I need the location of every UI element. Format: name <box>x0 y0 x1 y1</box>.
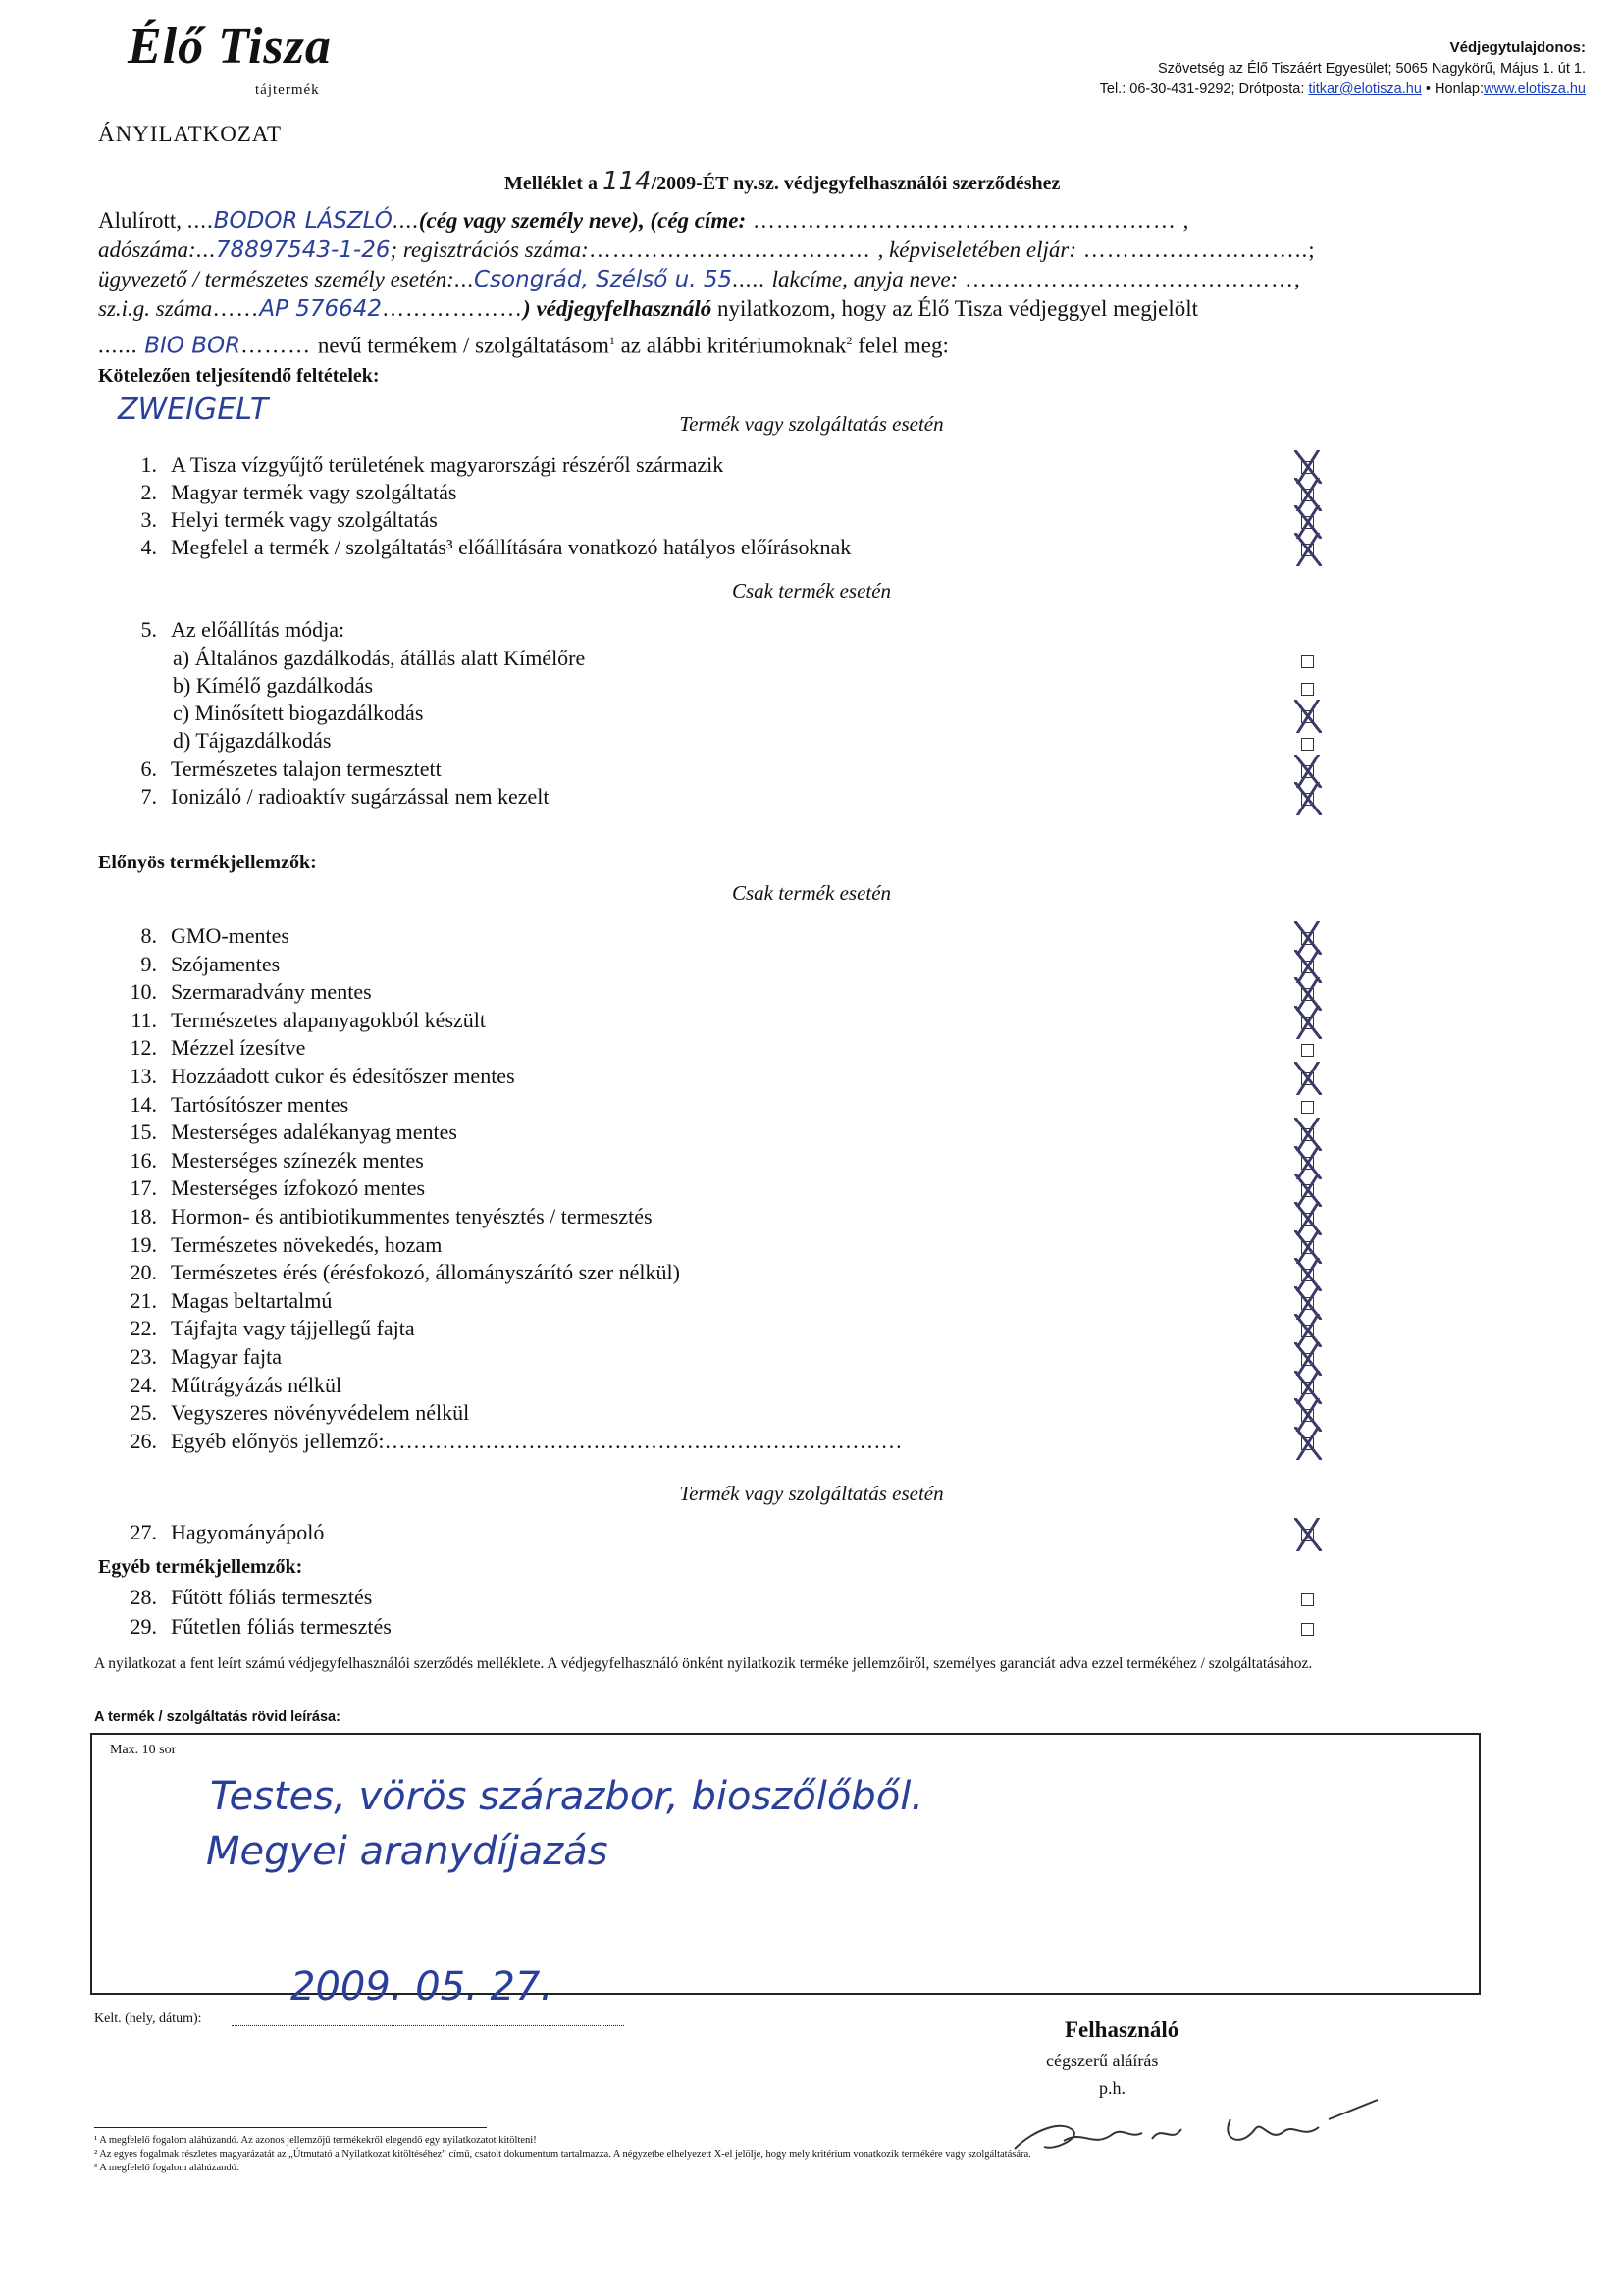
handwritten-signature <box>1005 2090 1387 2168</box>
checkbox-production-a[interactable] <box>1301 655 1314 668</box>
checkbox-criterion-24[interactable] <box>1301 1382 1314 1394</box>
criterion-row-15: 15. Mesterséges adalékanyag mentes <box>130 1120 457 1144</box>
document-title: ÁNYILATKOZAT <box>98 122 283 146</box>
production-option-c: c) Minősített biogazdálkodás <box>173 701 424 725</box>
criterion-row-6: 6. Természetes talajon termesztett <box>140 757 442 781</box>
checkbox-criterion-9[interactable] <box>1301 961 1314 973</box>
criterion-row-24: 24. Műtrágyázás nélkül <box>130 1373 342 1397</box>
criterion-row-9: 9. Szójamentes <box>140 952 281 976</box>
criterion-row-23: 23. Magyar fajta <box>130 1344 282 1369</box>
criterion-row-2: 2. Magyar termék vagy szolgáltatás <box>140 480 457 504</box>
intro-line-3: ügyvezető / természetes személy esetén:...Csongrád, Szélső u. 55..... lakcíme, anyja neve: ……………………………………, <box>98 267 1301 292</box>
checkbox-criterion-16[interactable] <box>1301 1157 1314 1170</box>
checkbox-criterion-22[interactable] <box>1301 1325 1314 1337</box>
checkbox-criterion-4[interactable] <box>1301 544 1314 556</box>
signature-subtitle: cégszerű aláírás <box>1046 2051 1159 2070</box>
footnote-3: ³ A megfelelő fogalom aláhúzandó. <box>94 2163 239 2173</box>
checkbox-criterion-3[interactable] <box>1301 516 1314 529</box>
criterion-row-27: 27. Hagyományápoló <box>130 1520 325 1544</box>
checkbox-criterion-17[interactable] <box>1301 1184 1314 1197</box>
checkbox-criterion-20[interactable] <box>1301 1269 1314 1281</box>
annex-line: Melléklet a 114/2009-ÉT ny.sz. védjegyfelhasználói szerződéshez <box>504 167 1061 196</box>
product-name-value: BIO BOR <box>144 333 241 359</box>
signature-title: Felhasználó <box>1065 2017 1179 2042</box>
criterion-row-21: 21. Magas beltartalmú <box>130 1288 333 1313</box>
checkbox-criterion-8[interactable] <box>1301 932 1314 945</box>
logo-sub-text: tájtermék <box>255 82 320 98</box>
elo-tisza-logo <box>128 18 402 106</box>
section-product-or-service: Termék vagy szolgáltatás esetén <box>679 412 944 436</box>
description-max-lines: Max. 10 sor <box>110 1743 177 1757</box>
description-line-1: Testes, vörös szárazbor, bioszőlőből. <box>210 1774 924 1819</box>
checkbox-criterion-13[interactable] <box>1301 1072 1314 1085</box>
owner-contact: Tel.: 06-30-431-9292; Drótposta: titkar@elotisza.hu • Honlap:www.elotisza.hu <box>1099 81 1586 97</box>
production-option-d: d) Tájgazdálkodás <box>173 728 332 753</box>
owner-website-link[interactable]: www.elotisza.hu <box>1484 81 1586 97</box>
criterion-row-26: 26. Egyéb előnyös jellemző:……………………………………………………………… <box>130 1429 903 1453</box>
checkbox-production-c[interactable] <box>1301 710 1314 723</box>
checkbox-criterion-29[interactable] <box>1301 1623 1314 1636</box>
trademark-owner-block <box>1100 37 1586 100</box>
criterion-row-17: 17. Mesterséges ízfokozó mentes <box>130 1175 426 1200</box>
production-option-b: b) Kímélő gazdálkodás <box>173 673 374 698</box>
criterion-row-19: 19. Természetes növekedés, hozam <box>130 1232 443 1257</box>
criterion-row-11: 11. Természetes alapanyagokból készült <box>131 1008 486 1032</box>
date-label: Kelt. (hely, dátum): <box>94 2011 202 2026</box>
checkbox-criterion-27[interactable] <box>1301 1529 1314 1541</box>
id-number: AP 576642 <box>259 296 383 322</box>
checkbox-criterion-25[interactable] <box>1301 1409 1314 1422</box>
criterion-row-12: 12. Mézzel ízesítve <box>130 1035 306 1060</box>
annex-number: 114 <box>602 167 652 196</box>
criterion-row-10: 10. Szermaradvány mentes <box>130 979 372 1004</box>
checkbox-criterion-7[interactable] <box>1301 793 1314 806</box>
checkbox-criterion-11[interactable] <box>1301 1017 1314 1029</box>
criterion-row-1: 1. A Tisza vízgyűjtő területének magyarországi részéről származik <box>140 452 724 477</box>
criterion-row-7: 7. Ionizáló / radioaktív sugárzással nem kezelt <box>140 784 550 809</box>
section-product-only-2: Csak termék esetén <box>731 881 892 905</box>
footnote-2: ² Az egyes fogalmak részletes magyarázatát az „Útmutató a Nyilatkozat kitöltéséhez” című, csatolt dokumentum tartalmazza. A négyzetbe elhelyezett X-el jelölje, hogy mely kritérium vonatkozik termékére vagy szolgáltatására. <box>94 2149 1031 2160</box>
advantage-header: Előnyös termékjellemzők: <box>98 852 317 873</box>
intro-line-4: sz.i.g. száma……AP 576642………………) védjegyfelhasználó nyilatkozom, hogy az Élő Tisza védjeggyel megjelölt <box>98 296 1198 322</box>
criterion-row-4: 4. Megfelel a termék / szolgáltatás³ előállítására vonatkozó hatályos előírásoknak <box>140 535 852 559</box>
criterion-row-14: 14. Tartósítószer mentes <box>130 1092 349 1117</box>
checkbox-criterion-21[interactable] <box>1301 1297 1314 1310</box>
intro-line-1: Alulírott, ....BODOR LÁSZLÓ....(cég vagy személy neve), (cég címe: ……………………………………………… , <box>98 208 1190 234</box>
tax-number: 78897543-1-26 <box>215 237 391 263</box>
product-variety-handwritten: ZWEIGELT <box>118 392 269 427</box>
date-value: 2009. 05. 27. <box>290 1964 553 2009</box>
criterion-row-25: 25. Vegyszeres növényvédelem nélkül <box>130 1400 470 1425</box>
checkbox-criterion-6[interactable] <box>1301 765 1314 778</box>
criterion-row-20: 20. Természetes érés (érésfokozó, állományszárító szer nélkül) <box>130 1260 680 1284</box>
mandatory-header: Kötelezően teljesítendő feltételek: <box>98 365 380 387</box>
owner-email-link[interactable]: titkar@elotisza.hu <box>1308 81 1422 97</box>
checkbox-criterion-15[interactable] <box>1301 1128 1314 1141</box>
section-product-or-service-2: Termék vagy szolgáltatás esetén <box>679 1482 944 1505</box>
checkbox-criterion-26[interactable] <box>1301 1437 1314 1450</box>
production-option-a: a) Általános gazdálkodás, átállás alatt Kímélőre <box>173 646 586 670</box>
checkbox-criterion-1[interactable] <box>1301 461 1314 474</box>
criterion-row-13: 13. Hozzáadott cukor és édesítőszer mentes <box>130 1064 515 1088</box>
checkbox-production-b[interactable] <box>1301 683 1314 696</box>
criterion-row-16: 16. Mesterséges színezék mentes <box>130 1148 424 1173</box>
owner-address: Szövetség az Élő Tiszáért Egyesület; 5065 Nagykörű, Május 1. út 1. <box>1157 61 1586 77</box>
checkbox-criterion-10[interactable] <box>1301 988 1314 1001</box>
other-header: Egyéb termékjellemzők: <box>98 1556 303 1578</box>
owner-title: Védjegytulajdonos: <box>1449 39 1586 56</box>
footnote-separator <box>94 2127 487 2128</box>
checkbox-criterion-18[interactable] <box>1301 1213 1314 1226</box>
checkbox-criterion-23[interactable] <box>1301 1353 1314 1366</box>
criterion-row-5: 5. Az előállítás módja: <box>140 617 345 642</box>
checkbox-criterion-12[interactable] <box>1301 1044 1314 1057</box>
address-value: Csongrád, Szélső u. 55 <box>474 267 733 292</box>
description-box[interactable] <box>90 1733 1481 1995</box>
criterion-row-28: 28. Fűtött fóliás termesztés <box>130 1585 373 1609</box>
checkbox-production-d[interactable] <box>1301 738 1314 751</box>
logo-main-text: Élő Tisza <box>128 19 332 75</box>
other-feature-dotline[interactable]: ……………………………………………………………… <box>384 1429 903 1453</box>
description-line-2: Megyei aranydíjazás <box>206 1829 608 1874</box>
footnote-1: ¹ A megfelelő fogalom aláhúzandó. Az azonos jellemzőjű termékekről elegendő egy nyilatkozatot kitölteni! <box>94 2135 537 2146</box>
applicant-name: BODOR LÁSZLÓ <box>213 208 393 234</box>
criterion-row-29: 29. Fűtetlen fóliás termesztés <box>130 1614 392 1639</box>
description-label: A termék / szolgáltatás rövid leírása: <box>94 1709 340 1725</box>
intro-line-2: adószáma:...78897543-1-26; regisztrációs száma:……………………………… , képviseletében eljár: ………………………..; <box>98 237 1316 263</box>
criterion-row-22: 22. Tájfajta vagy tájjellegű fajta <box>130 1316 415 1340</box>
intro-line-5: ...... BIO BOR……… nevű termékem / szolgáltatásom$^1$ az alábbi kritériumoknak$^2$ felel meg: <box>98 333 949 359</box>
declaration-note: A nyilatkozat a fent leírt számú védjegyfelhasználói szerződés melléklete. A védjegyfelhasználó önként nyilatkozik terméke jellemzőiről, személyes garanciát adva ezzel termékéhez / szolgáltatásához. <box>94 1655 1313 1672</box>
section-product-only: Csak termék esetén <box>731 579 892 602</box>
checkbox-criterion-2[interactable] <box>1301 489 1314 501</box>
checkbox-criterion-14[interactable] <box>1301 1101 1314 1114</box>
signature-ph: p.h. <box>1099 2078 1126 2098</box>
checkbox-criterion-28[interactable] <box>1301 1593 1314 1606</box>
criterion-row-8: 8. GMO-mentes <box>140 923 289 948</box>
criterion-row-3: 3. Helyi termék vagy szolgáltatás <box>140 507 438 532</box>
checkbox-criterion-19[interactable] <box>1301 1241 1314 1254</box>
criterion-row-18: 18. Hormon- és antibiotikummentes tenyésztés / termesztés <box>130 1204 653 1228</box>
